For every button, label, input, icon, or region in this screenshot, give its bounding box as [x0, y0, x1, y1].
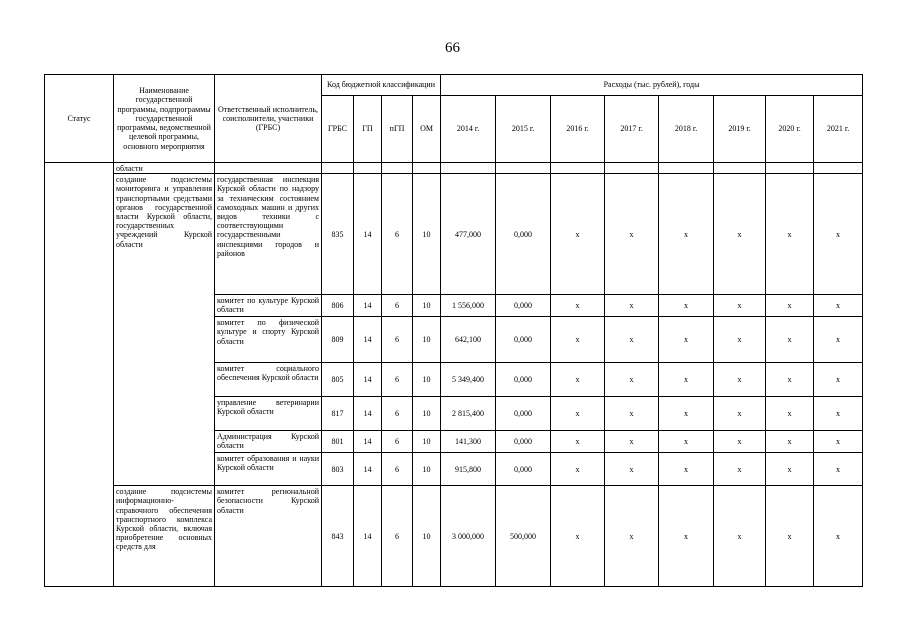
value-2018-cell: х: [659, 397, 714, 431]
value-2021-cell: х: [814, 431, 863, 453]
pgp-cell: 6: [382, 295, 413, 317]
value-2014-cell: 477,000: [441, 174, 496, 295]
continuation-row: [45, 163, 863, 174]
executor-cell: комитет по физической культуре и спорту Курской области: [215, 317, 322, 363]
value-2014-cell: 1 556,000: [441, 295, 496, 317]
pgp-cell: 6: [382, 317, 413, 363]
gp-cell: 14: [354, 174, 382, 295]
value-2014-cell: 915,800: [441, 453, 496, 486]
value-2016-cell: х: [551, 363, 605, 397]
om-cell: 10: [413, 486, 441, 587]
value-2018-cell: х: [659, 295, 714, 317]
value-2017-cell: х: [605, 431, 659, 453]
value-2021-cell: х: [814, 295, 863, 317]
value-2019-cell: х: [714, 486, 766, 587]
value-2014-cell: 642,100: [441, 317, 496, 363]
value-2020-cell: х: [766, 295, 814, 317]
value-2021-cell: х: [814, 397, 863, 431]
value-2014-cell: 141,300: [441, 431, 496, 453]
value-2015-cell: 500,000: [496, 486, 551, 587]
gp-cell: 14: [354, 397, 382, 431]
pgp-cell: 6: [382, 431, 413, 453]
value-2018-cell: х: [659, 431, 714, 453]
value-2015-cell: 0,000: [496, 317, 551, 363]
om-cell: 10: [413, 453, 441, 486]
header-year-2019: 2019 г.: [714, 96, 766, 163]
status-cell: [45, 163, 114, 587]
executor-cell: комитет образования и науки Курской области: [215, 453, 322, 486]
value-2018-cell: х: [659, 174, 714, 295]
grbs-cell: 806: [322, 295, 354, 317]
value-2014-cell: 3 000,000: [441, 486, 496, 587]
value-2020-cell: х: [766, 174, 814, 295]
om-cell: 10: [413, 174, 441, 295]
value-2017-cell: х: [605, 174, 659, 295]
value-2020-cell: х: [766, 317, 814, 363]
table-row: [45, 174, 863, 295]
gp-cell: 14: [354, 363, 382, 397]
gp-cell: 14: [354, 431, 382, 453]
grbs-cell: 843: [322, 486, 354, 587]
header-year-2020: 2020 г.: [766, 96, 814, 163]
om-cell: 10: [413, 397, 441, 431]
value-2017-cell: х: [605, 363, 659, 397]
grbs-cell: 835: [322, 174, 354, 295]
executor-cell: Администрация Курской области: [215, 431, 322, 453]
value-2017-cell: х: [605, 295, 659, 317]
gp-cell: 14: [354, 317, 382, 363]
value-2014-cell: 2 815,400: [441, 397, 496, 431]
value-2015-cell: 0,000: [496, 397, 551, 431]
value-2018-cell: х: [659, 486, 714, 587]
table-row: [45, 486, 863, 587]
header-expenses: Расходы (тыс. рублей), годы: [441, 75, 863, 96]
value-2015-cell: 0,000: [496, 453, 551, 486]
grbs-cell: 817: [322, 397, 354, 431]
pgp-cell: 6: [382, 486, 413, 587]
om-cell: 10: [413, 431, 441, 453]
header-status: Статус: [45, 75, 114, 163]
value-2020-cell: х: [766, 486, 814, 587]
value-2016-cell: х: [551, 397, 605, 431]
grbs-cell: 803: [322, 453, 354, 486]
value-2016-cell: х: [551, 295, 605, 317]
value-2015-cell: 0,000: [496, 431, 551, 453]
executor-cell: государственная инспекция Курской области по надзору за техническим состоянием самоходных машин и других видов техники с соответствующими государственными инспекциями городов и районов: [215, 174, 322, 295]
grbs-cell: 809: [322, 317, 354, 363]
value-2015-cell: 0,000: [496, 295, 551, 317]
om-cell: 10: [413, 295, 441, 317]
gp-cell: 14: [354, 486, 382, 587]
grbs-cell: 801: [322, 431, 354, 453]
header-row-top: [45, 75, 863, 96]
header-budget-code: Код бюджетной классификации: [322, 75, 441, 96]
grbs-cell: 805: [322, 363, 354, 397]
value-2018-cell: х: [659, 363, 714, 397]
value-2017-cell: х: [605, 486, 659, 587]
header-code-om: ОМ: [413, 96, 441, 163]
header-code-pgp: пГП: [382, 96, 413, 163]
header-code-gp: ГП: [354, 96, 382, 163]
header-program-name: Наименование государственной программы, подпрограммы государственной программы, ведомственной целевой программы, основного мероприятия: [114, 75, 215, 163]
value-2015-cell: 0,000: [496, 174, 551, 295]
value-2017-cell: х: [605, 453, 659, 486]
value-2021-cell: х: [814, 453, 863, 486]
value-2015-cell: 0,000: [496, 363, 551, 397]
om-cell: 10: [413, 363, 441, 397]
value-2021-cell: х: [814, 486, 863, 587]
executor-cell: комитет социального обеспечения Курской области: [215, 363, 322, 397]
om-cell: 10: [413, 317, 441, 363]
value-2017-cell: х: [605, 397, 659, 431]
value-2016-cell: х: [551, 174, 605, 295]
header-year-2021: 2021 г.: [814, 96, 863, 163]
value-2016-cell: х: [551, 486, 605, 587]
executor-cell: комитет по культуре Курской области: [215, 295, 322, 317]
pgp-cell: 6: [382, 174, 413, 295]
program-name-cell: создание подсистемы мониторинга и управления транспортными средствами органов государственной власти Курской области, государственных учреждений Курской области: [114, 174, 215, 486]
value-2020-cell: х: [766, 453, 814, 486]
value-2018-cell: х: [659, 317, 714, 363]
pgp-cell: 6: [382, 363, 413, 397]
budget-table: [44, 74, 863, 587]
page-number: 66: [445, 40, 460, 56]
value-2021-cell: х: [814, 317, 863, 363]
header-year-2016: 2016 г.: [551, 96, 605, 163]
gp-cell: 14: [354, 295, 382, 317]
executor-cell: комитет региональной безопасности Курской области: [215, 486, 322, 587]
pgp-cell: 6: [382, 453, 413, 486]
value-2019-cell: х: [714, 431, 766, 453]
header-year-2017: 2017 г.: [605, 96, 659, 163]
value-2019-cell: х: [714, 317, 766, 363]
header-year-2018: 2018 г.: [659, 96, 714, 163]
value-2019-cell: х: [714, 397, 766, 431]
value-2014-cell: 5 349,400: [441, 363, 496, 397]
program-name-cell: создание подсистемы информационно-справочного обеспечения транспортного комплекса Курской области, включая приобретение основных средств для: [114, 486, 215, 587]
value-2020-cell: х: [766, 431, 814, 453]
value-2019-cell: х: [714, 363, 766, 397]
continuation-text: области: [114, 163, 215, 174]
executor-cell: управление ветеринарии Курской области: [215, 397, 322, 431]
value-2020-cell: х: [766, 397, 814, 431]
value-2019-cell: х: [714, 174, 766, 295]
header-code-grbs: ГРБС: [322, 96, 354, 163]
gp-cell: 14: [354, 453, 382, 486]
value-2018-cell: х: [659, 453, 714, 486]
value-2016-cell: х: [551, 431, 605, 453]
pgp-cell: 6: [382, 397, 413, 431]
value-2019-cell: х: [714, 453, 766, 486]
value-2020-cell: х: [766, 363, 814, 397]
header-executor: Ответственный исполнитель, соисполнители, участники (ГРБС): [215, 75, 322, 163]
header-year-2014: 2014 г.: [441, 96, 496, 163]
value-2016-cell: х: [551, 317, 605, 363]
value-2017-cell: х: [605, 317, 659, 363]
value-2021-cell: х: [814, 174, 863, 295]
value-2016-cell: х: [551, 453, 605, 486]
value-2021-cell: х: [814, 363, 863, 397]
header-year-2015: 2015 г.: [496, 96, 551, 163]
value-2019-cell: х: [714, 295, 766, 317]
